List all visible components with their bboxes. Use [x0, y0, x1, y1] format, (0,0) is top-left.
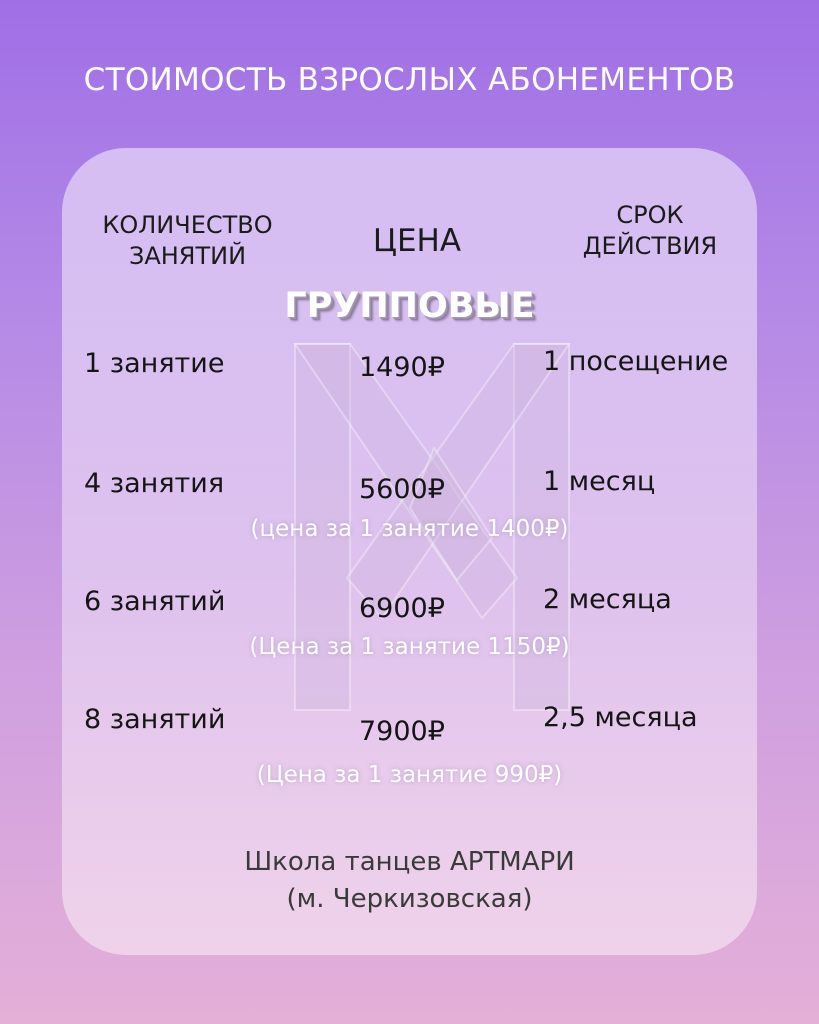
- row-3-price: 6900₽: [359, 593, 445, 624]
- header-term-line1: СРОК: [616, 201, 684, 229]
- row-1-quantity: 1 занятие: [84, 348, 225, 379]
- row-2-per-lesson-note: (цена за 1 занятие 1400₽): [250, 516, 569, 542]
- row-3-term: 2 месяца: [543, 584, 672, 615]
- footer-metro-station: (м. Черкизовская): [286, 884, 533, 914]
- row-1-term: 1 посещение: [543, 346, 729, 377]
- header-quantity: [80, 210, 295, 272]
- price-card: [62, 148, 757, 955]
- footer-school-name: Школа танцев АРТМАРИ: [244, 847, 575, 877]
- row-2-term: 1 месяц: [543, 466, 656, 497]
- row-4-quantity: 8 занятий: [84, 704, 226, 735]
- row-4-term: 2,5 месяца: [543, 702, 698, 733]
- row-3-quantity: 6 занятий: [84, 586, 226, 617]
- row-3-per-lesson-note: (Цена за 1 занятие 1150₽): [249, 634, 570, 660]
- row-4-per-lesson-note: (Цена за 1 занятие 990₽): [256, 762, 563, 788]
- row-1-price: 1490₽: [359, 352, 445, 383]
- page-title: СТОИМОСТЬ ВЗРОСЛЫХ АБОНЕМЕНТОВ: [83, 62, 736, 98]
- group-label: ГРУППОВЫЕ: [284, 286, 535, 326]
- header-price: ЦЕНА: [372, 223, 462, 259]
- footer-school: [62, 844, 757, 918]
- header-term: [550, 200, 750, 262]
- header-term-line2: ДЕЙСТВИЯ: [582, 232, 718, 260]
- header-quantity-line1: КОЛИЧЕСТВО: [102, 211, 273, 239]
- header-quantity-line2: ЗАНЯТИЙ: [128, 242, 247, 270]
- row-2-price: 5600₽: [359, 474, 445, 505]
- row-2-quantity: 4 занятия: [84, 468, 225, 499]
- row-4-price: 7900₽: [359, 716, 445, 747]
